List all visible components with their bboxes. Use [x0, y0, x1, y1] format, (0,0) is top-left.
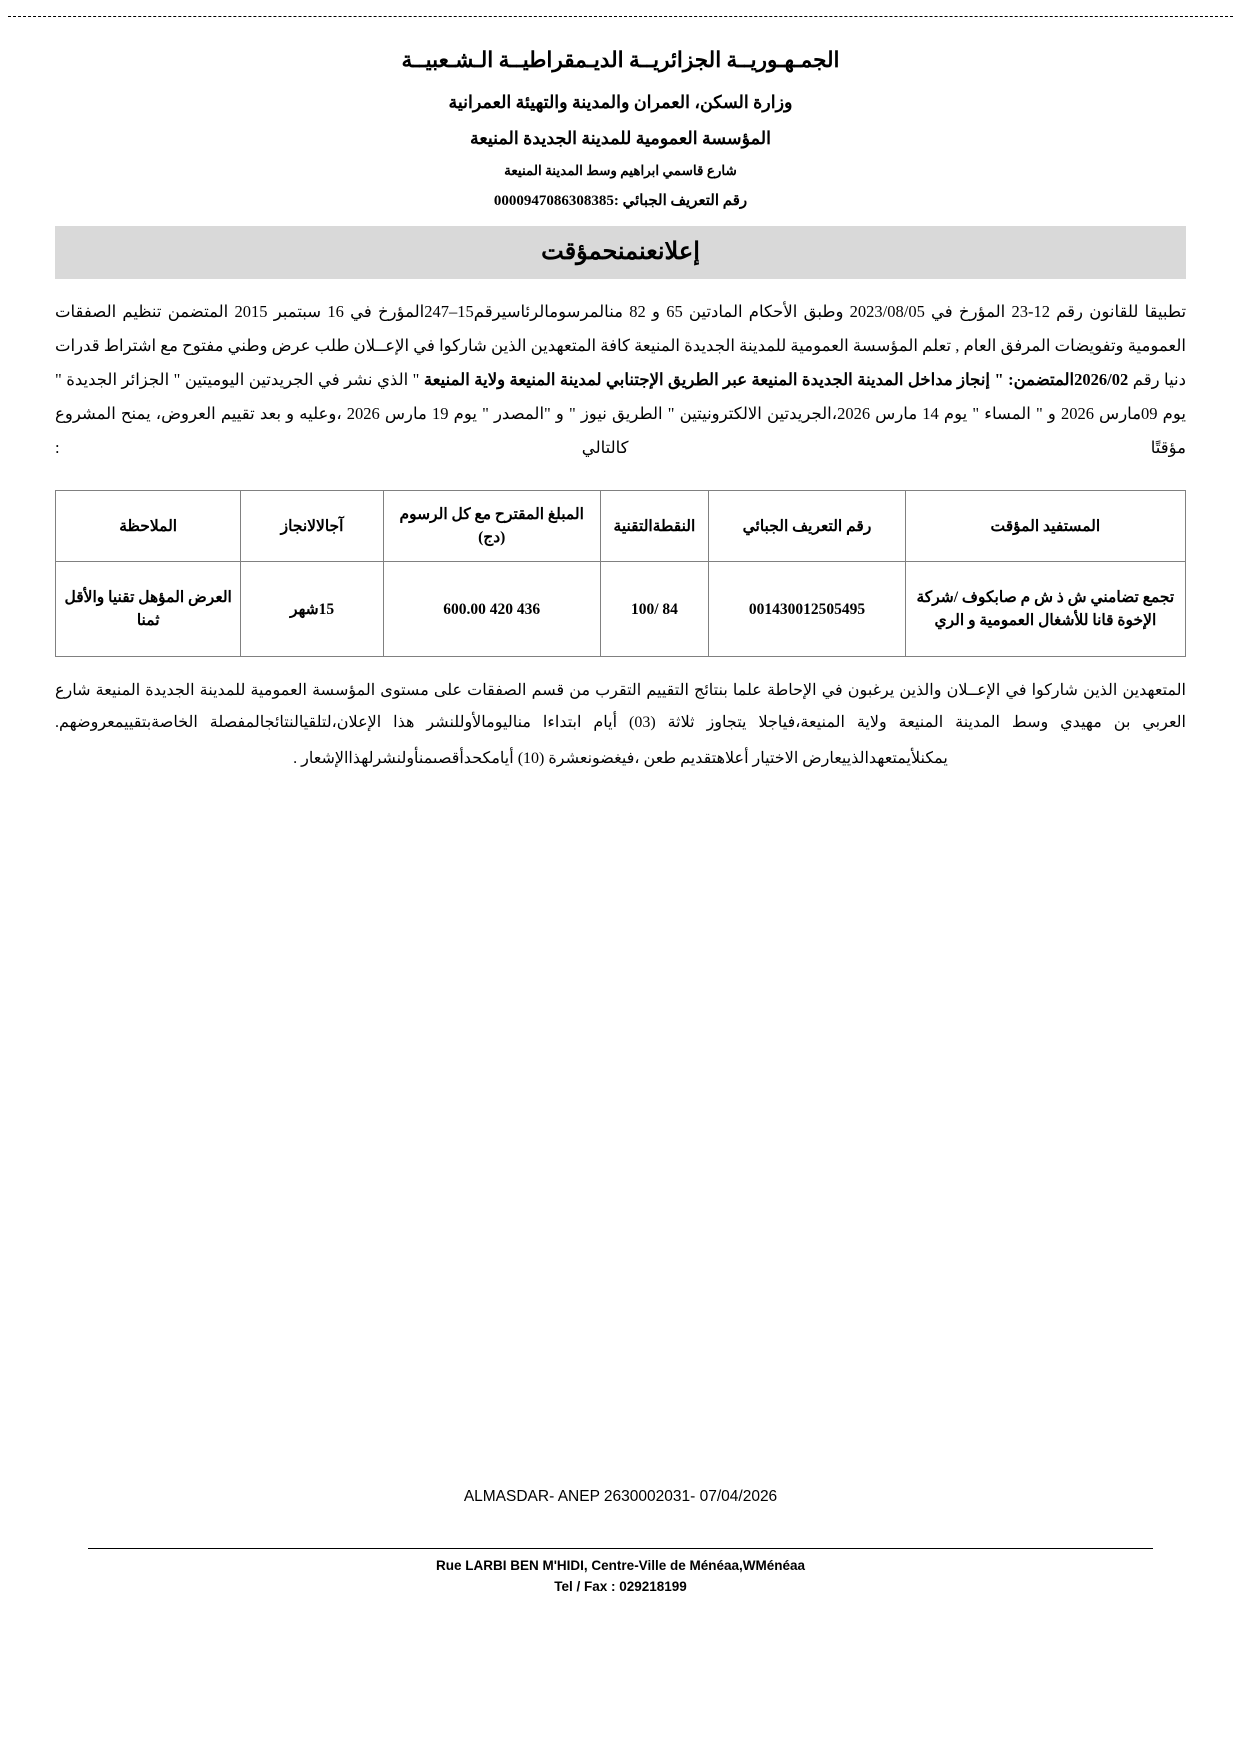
bidders-information-paragraph: المتعهدين الذين شاركوا في الإعــلان والذين يرغبون في الإحاطة علما بنتائج التقييم التقرب من قسم الصفقات على مستوى المؤسسة العمومية للمدينة الجديدة المنيعة شارع العربي بن مهيدي وسط المدينة المنيعة ولاية المنيعة،فياجلا يتجاوز ثلاثة (03) أيام ابتداءا مناليومالأوللنشر هذا الإعلان،لتلقيالنتائجالمفصلة الخاصةبتقييمعروضهم. — [55, 682, 1187, 732]
cell-observation: العرض المؤهل تقنيا والأقل ثمنا — [56, 562, 241, 657]
ministry-heading: وزارة السكن، العمران والمدينة والتهيئة العمرانية — [448, 92, 793, 113]
table-row — [56, 562, 1186, 657]
cell-tax-id: 001430012505495 — [709, 562, 906, 657]
announcement-title: إعلانعنمنحمؤقت — [541, 239, 700, 266]
announcement-title-banner — [55, 226, 1186, 279]
footer-divider — [88, 1548, 1153, 1549]
letterhead — [55, 44, 1186, 210]
cell-technical-score: 84 /100 — [600, 562, 708, 657]
cell-beneficiary: تجمع تضامني ش ذ ش م صابكوف /شركة الإخوة قانا للأشغال العمومية و الري — [905, 562, 1185, 657]
project-designation: إنجاز مداخل المدينة الجديدة المنيعة عبر الطريق الإجتنابي لمدينة المنيعة ولاية المنيعة — [419, 369, 990, 389]
document-content — [55, 34, 1186, 775]
column-header-observation: الملاحظة — [56, 491, 241, 562]
cell-deadline: 15شهر — [241, 562, 383, 657]
cell-amount: 436 420 600.00 — [383, 562, 600, 657]
country-heading: الجمـهـوريــة الجزائريــة الديـمقراطيــة الـشـعبيــة — [401, 48, 840, 72]
appeal-rights-paragraph: يمكنلأيمتعهدالذييعارض الاختيار أعلاهتقديم طعن ،فيغضونعشرة (10) أيامكحدأقصىمنأولنشرلهذاالإشعار . — [293, 750, 948, 768]
column-header-technical-score: النقطةالتقنية — [600, 491, 708, 562]
tender-number: 2026/02 — [1074, 369, 1129, 389]
organization-heading: المؤسسة العمومية للمدينة الجديدة المنيعة — [470, 128, 771, 149]
column-header-amount: المبلغ المقترح مع كل الرسوم (دج) — [383, 491, 600, 562]
footer-address-line: Rue LARBI BEN M'HIDI, Centre-Ville de Ménéaa,WMénéaa — [435, 1558, 806, 1573]
tender-subject-prefix: المتضمن: " — [990, 369, 1075, 389]
organization-address: شارع قاسمي ابراهيم وسط المدينة المنيعة — [504, 163, 737, 179]
anep-reference: ALMASDAR- ANEP 2630002031- 07/04/2026 — [463, 1488, 778, 1505]
column-header-tax-id: رقم التعريف الجبائي — [709, 491, 906, 562]
column-header-beneficiary: المستفيد المؤقت — [905, 491, 1185, 562]
provisional-award-table — [55, 490, 1186, 657]
column-header-deadline: آجالالانجاز — [241, 491, 383, 562]
tax-identification-number: رقم التعريف الجبائي :0000947086308385 — [493, 193, 748, 210]
table-header-row — [56, 491, 1186, 562]
footer-phone-line: Tel / Fax : 029218199 — [554, 1578, 687, 1594]
introduction-paragraph — [55, 295, 1186, 464]
legal-basis-text: تطبيقا للقانون رقم 12-23 المؤرخ في 2023/08/05 وطبق الأحكام المادتين 65 و 82 منالمرسومالرئاسيرقم15–247المؤرخ في 16 سبتمبر 2015 المتضمن تنظيم الصفقات العمومية وتفويضات المرفق العام , تعلم المؤسسة العمومية للمدينة الجديدة المنيعة كافة المتعهدين الذين شاركوا في الإعــلان طلب عرض وطني مفتوح مع اشتراط قدرات دنيا رقم — [55, 302, 1187, 389]
page-top-dashed-rule — [8, 16, 1233, 17]
footer-address — [0, 1556, 1241, 1598]
publication-details: " الذي نشر في الجريدتين اليوميتين " الجزائر الجديدة " يوم 09مارس 2026 و " المساء " يوم 14 مارس 2026،الجريدتين الالكترونيتين " الطريق نيوز " و "المصدر " يوم 19 مارس 2026 ،وعليه و بعد تقييم العروض، يمنح المشروع مؤقتًا كالتالي : — [55, 369, 1186, 457]
